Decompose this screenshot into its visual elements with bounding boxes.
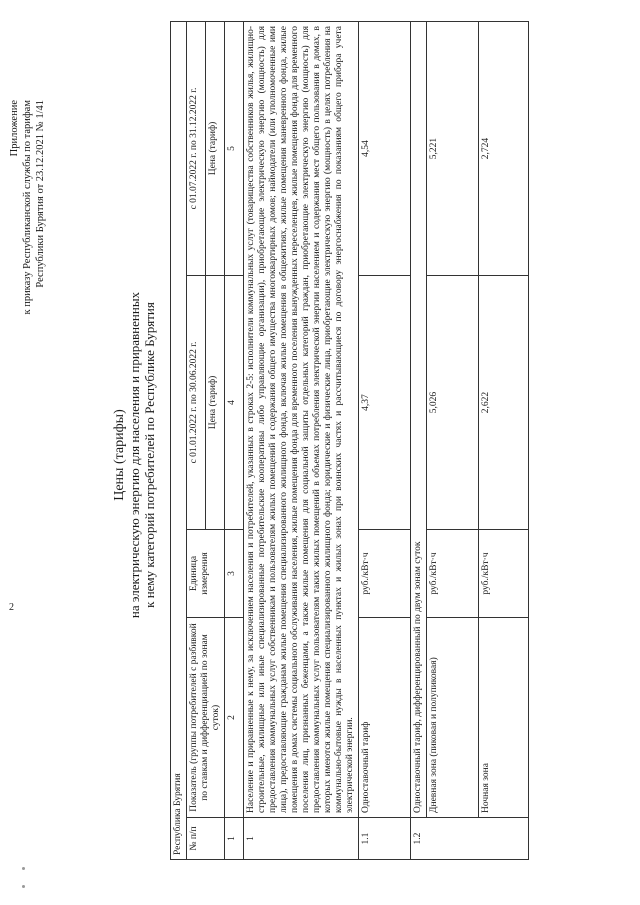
title-line-3: к нему категорий потребителей по Республике Бурятия — [142, 302, 157, 608]
col-number-1: 1 — [225, 818, 244, 860]
header-price-1: Цена (тариф) — [206, 276, 225, 530]
header-indicator: Показатель (группы потребителей с разбивкой по ставкам и дифференциацией по зонам суток) — [187, 618, 225, 818]
tariff-table — [170, 21, 529, 860]
title-line-1: Цены (тарифы) — [112, 409, 127, 501]
header-num: № п/п — [187, 818, 225, 860]
row-1-1-label: Одноставочный тариф — [359, 618, 411, 818]
row-1-1-num: 1.1 — [359, 818, 411, 860]
row-1-2-num: 1.2 — [411, 818, 529, 860]
row-day-label: Дневная зона (пиковая и полупиковая) — [427, 618, 479, 818]
header-period-2: с 01.07.2022 г. по 31.12.2022 г. — [187, 21, 206, 275]
table-row — [411, 21, 427, 859]
row-1-2-label: Одноставочный тариф, дифференцированный по двум зонам суток — [411, 21, 427, 817]
row-1-num: 1 — [244, 818, 359, 860]
row-night-value-2: 2,724 — [479, 21, 529, 275]
region-cell: Республика Бурятия — [171, 21, 187, 859]
row-1-1-value-1: 4,37 — [359, 276, 411, 530]
appendix-line-3: Республики Бурятия от 23.12.2021 № 1/41 — [35, 100, 46, 288]
scan-mark — [22, 867, 25, 870]
page-number: 2 — [9, 602, 14, 613]
col-number-3: 3 — [225, 530, 244, 618]
row-night-value-1: 2,622 — [479, 276, 529, 530]
row-1-text: Население и приравненные к нему, за исключением населения и потребителей, указанных в строках 2-5: исполнители коммунальных услуг (товарищества собственников жилья, жилищно-строительные, жилищные или иные специализированные потребительские кооперативы либо управляющие организации), приобретающие электрическую энергию (мощность) для предоставления коммунальных услуг собственникам и пользователям жилых помещений и содержания общего имущества многоквартирных домов; наймодатели (или уполномоченные ими лица), предоставляющие гражданам жилые помещения специализированного жилищного фонда, включая жилые помещения в общежитиях, жилые помещения маневренного фонда, жилые помещения в домах системы социального обслуживания населения, жилые помещения фонда для временного поселения вынужденных переселенцев, жилые помещения фонда для временного поселения лиц, признанных беженцами, а также жилые помещения для социальной защиты отдельных категорий граждан, приобретающие электрическую энергию (мощность) для предоставления коммунальных услуг пользователям таких жилых помещений в объемах потребления электрической энергии населением и содержания мест общего пользования в домах, в которых имеются жилые помещения специализированного жилищного фонда; юридические и физические лица, приобретающие электрическую энергию (мощность) в целях потребления на коммунально-бытовые нужды в населенных пунктах и жилых зонах при воинских частях и рассчитывающиеся по договору энергоснабжения по показаниям общего прибора учета электрической энергии. — [244, 21, 359, 817]
table-row — [244, 21, 359, 859]
col-number-4: 4 — [225, 276, 244, 530]
appendix-line-1: Приложение — [9, 100, 20, 157]
row-day-value-2: 5,221 — [427, 21, 479, 275]
title-line-2: на электрическую энергию для населения и приравненных — [127, 291, 142, 619]
table-row — [479, 21, 529, 859]
header-period-1: с 01.01.2022 г. по 30.06.2022 г. — [187, 276, 206, 530]
col-number-2: 2 — [225, 618, 244, 818]
scan-mark — [22, 885, 25, 888]
row-1-1-value-2: 4,54 — [359, 21, 411, 275]
row-night-unit: руб./кВт·ч — [479, 530, 529, 618]
row-night-label: Ночная зона — [479, 618, 529, 818]
table-row — [359, 21, 411, 859]
row-1-1-unit: руб./кВт·ч — [359, 530, 411, 618]
header-unit: Единица измерения — [187, 530, 225, 618]
document-title — [112, 155, 157, 755]
appendix-line-2: к приказу Республиканской службы по тарифам — [22, 100, 33, 315]
table-row — [427, 21, 479, 859]
header-price-2: Цена (тариф) — [206, 21, 225, 275]
row-day-value-1: 5,026 — [427, 276, 479, 530]
col-number-5: 5 — [225, 21, 244, 275]
row-day-unit: руб./кВт·ч — [427, 530, 479, 618]
appendix-header — [8, 100, 47, 460]
